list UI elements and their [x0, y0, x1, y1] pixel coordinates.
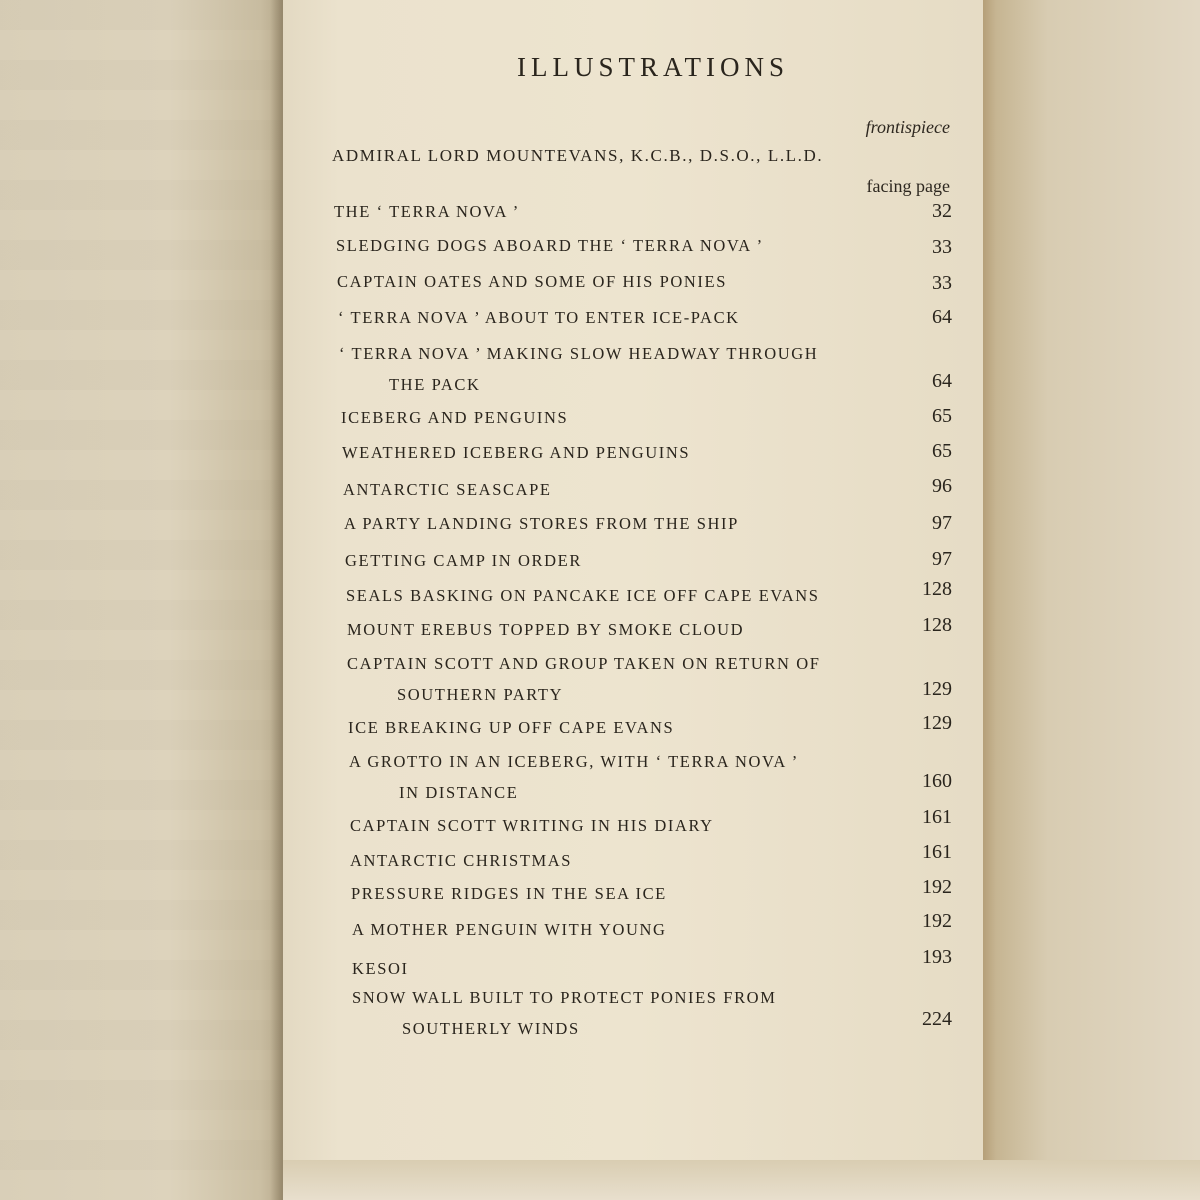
entry-page-number: 161 — [922, 841, 952, 863]
facing-page-label: facing page — [866, 176, 950, 196]
entry-caption: CAPTAIN SCOTT WRITING IN HIS DIARY — [350, 816, 714, 835]
entry-page-number: 32 — [932, 200, 952, 222]
list-item — [347, 654, 821, 705]
entry-page-number: 97 — [932, 548, 952, 570]
entry-caption: SNOW WALL BUILT TO PROTECT PONIES FROM — [352, 988, 777, 1007]
entry-caption-continued: SOUTHERN PARTY — [397, 685, 564, 704]
entry-caption: A GROTTO IN AN ICEBERG, WITH ‘ TERRA NOVA ’ — [349, 752, 799, 771]
entry-page-number: 65 — [932, 440, 952, 462]
list-item — [346, 586, 820, 606]
list-item — [347, 620, 744, 640]
entry-page-number: 33 — [932, 236, 952, 258]
entry-caption: ‘ TERRA NOVA ’ MAKING SLOW HEADWAY THROUGH — [339, 344, 819, 363]
list-item — [352, 959, 409, 979]
list-item — [341, 408, 568, 428]
entry-page-number: 192 — [922, 876, 952, 898]
page-bottom — [283, 1160, 1200, 1200]
entry-page-number: 33 — [932, 272, 952, 294]
list-item — [350, 851, 572, 871]
list-item — [342, 443, 690, 463]
entry-caption: WEATHERED ICEBERG AND PENGUINS — [342, 443, 691, 462]
entry-caption: ICEBERG AND PENGUINS — [341, 408, 569, 427]
list-item — [339, 344, 818, 395]
entry-caption: ANTARCTIC CHRISTMAS — [350, 851, 573, 870]
entry-page-number: 65 — [932, 405, 952, 427]
entry-caption-continued: SOUTHERLY WINDS — [402, 1019, 580, 1038]
entry-page-number: 128 — [922, 578, 952, 600]
entry-page-number: 64 — [932, 306, 952, 328]
list-item — [337, 272, 727, 292]
entry-caption: THE ‘ TERRA NOVA ’ — [334, 202, 520, 221]
entry-caption: ICE BREAKING UP OFF CAPE EVANS — [348, 718, 675, 737]
right-page — [283, 0, 983, 1160]
entry-caption: CAPTAIN OATES AND SOME OF HIS PONIES — [337, 272, 727, 291]
list-item — [352, 920, 667, 940]
entry-page-number: 129 — [922, 712, 952, 734]
list-item — [345, 551, 582, 571]
entry-page-number: 96 — [932, 475, 952, 497]
entry-caption: SEALS BASKING ON PANCAKE ICE OFF CAPE EVANS — [346, 586, 820, 605]
entry-caption: KESOI — [352, 959, 409, 978]
entry-page-number: 128 — [922, 614, 952, 636]
entry-caption-continued: IN DISTANCE — [399, 783, 519, 802]
entry-caption: ANTARCTIC SEASCAPE — [343, 480, 552, 499]
entry-page-number: 97 — [932, 512, 952, 534]
entry-caption: A PARTY LANDING STORES FROM THE SHIP — [344, 514, 739, 533]
entry-caption: ‘ TERRA NOVA ’ ABOUT TO ENTER ICE-PACK — [338, 308, 740, 327]
list-item — [352, 988, 776, 1039]
list-item — [348, 718, 674, 738]
entry-page-number: 129 — [922, 678, 952, 700]
page-title: ILLUSTRATIONS — [517, 52, 789, 82]
entry-caption: CAPTAIN SCOTT AND GROUP TAKEN ON RETURN OF — [347, 654, 821, 673]
list-item — [334, 202, 520, 222]
entry-caption: SLEDGING DOGS ABOARD THE ‘ TERRA NOVA ’ — [336, 236, 764, 255]
entry-page-number: 161 — [922, 806, 952, 828]
list-item — [351, 884, 667, 904]
list-item — [349, 752, 799, 803]
frontispiece-label: frontispiece — [865, 117, 950, 137]
list-item — [338, 308, 740, 328]
entry-page-number: 224 — [922, 1008, 952, 1030]
entry-page-number: 192 — [922, 910, 952, 932]
left-page — [0, 0, 283, 1200]
frontispiece-entry: ADMIRAL LORD MOUNTEVANS, K.C.B., D.S.O., L.L.D. — [332, 146, 824, 165]
page-edge — [983, 0, 1200, 1200]
entry-caption: MOUNT EREBUS TOPPED BY SMOKE CLOUD — [347, 620, 745, 639]
entry-page-number: 193 — [922, 946, 952, 968]
entry-caption-continued: THE PACK — [389, 375, 481, 394]
list-item — [343, 480, 552, 500]
entry-caption: A MOTHER PENGUIN WITH YOUNG — [352, 920, 667, 939]
entry-page-number: 160 — [922, 770, 952, 792]
list-item — [344, 514, 739, 534]
entry-page-number: 64 — [932, 370, 952, 392]
list-item — [350, 816, 714, 836]
entry-caption: GETTING CAMP IN ORDER — [345, 551, 582, 570]
list-item — [336, 236, 764, 256]
entry-caption: PRESSURE RIDGES IN THE SEA ICE — [351, 884, 667, 903]
